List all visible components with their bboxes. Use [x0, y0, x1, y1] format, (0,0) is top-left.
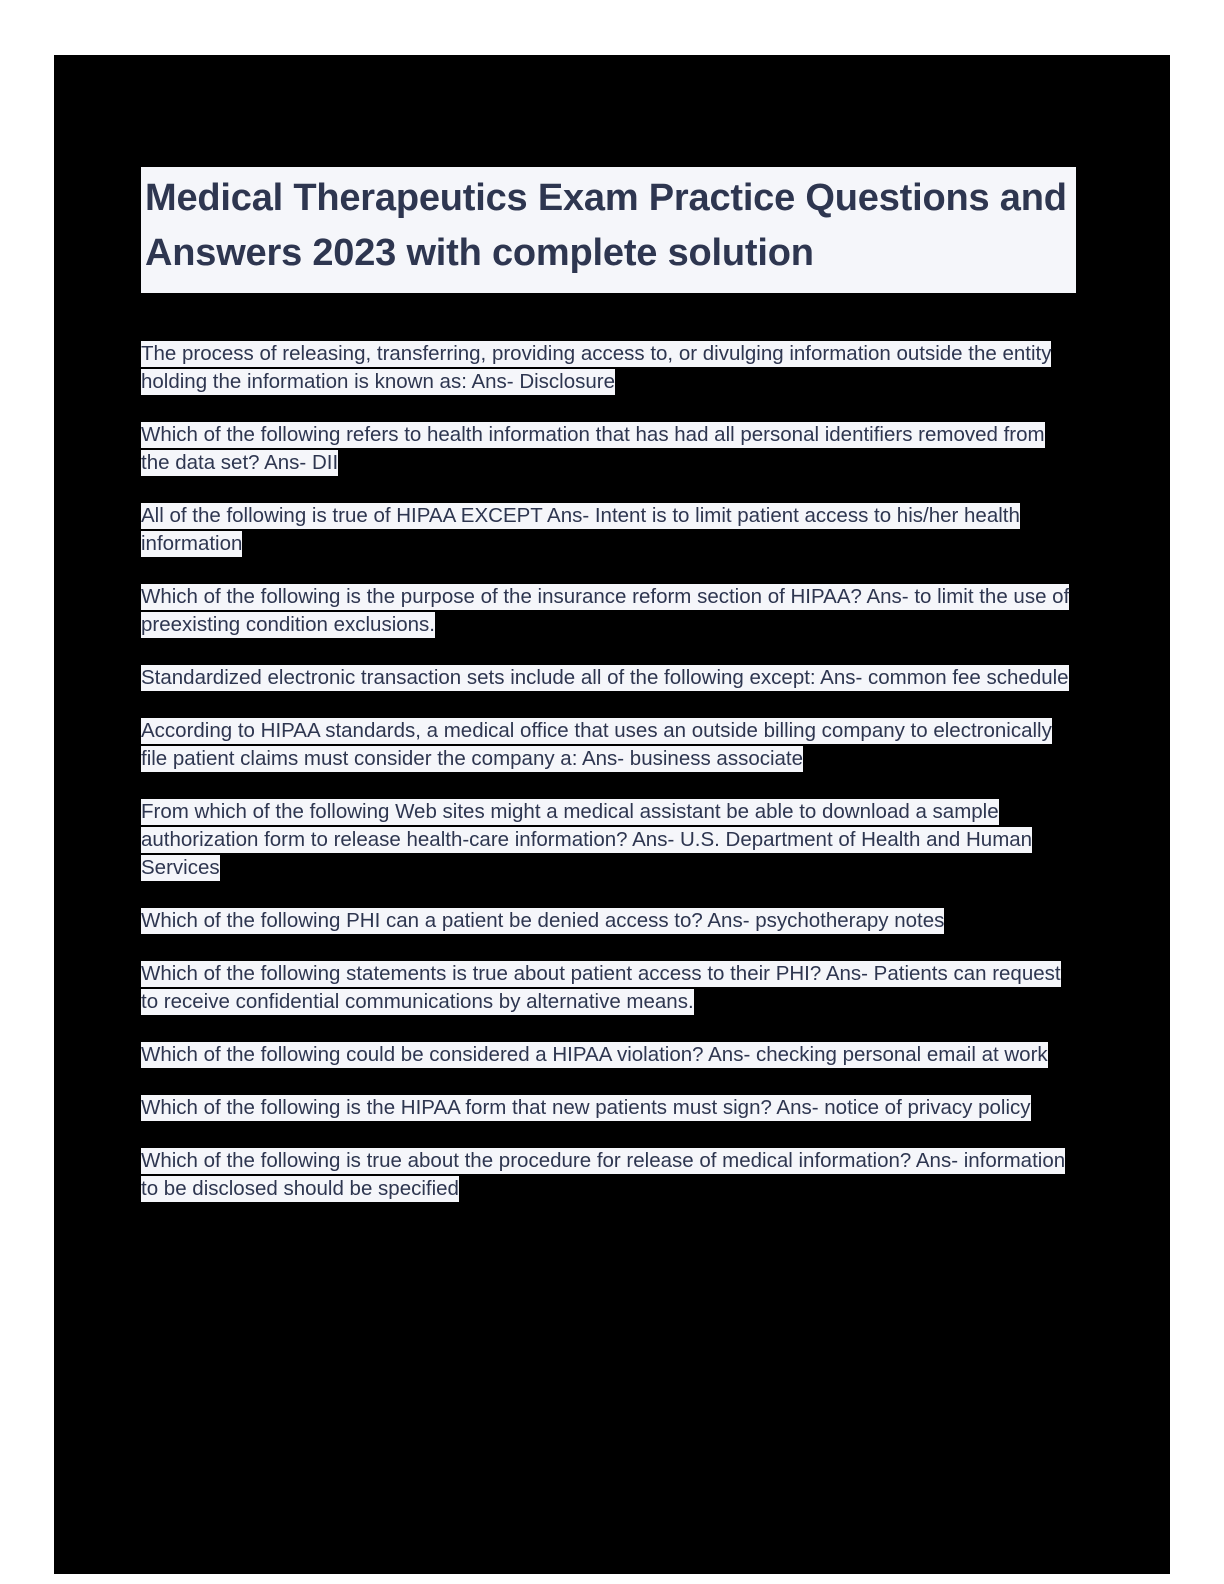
qa-list	[141, 340, 1082, 1203]
qa-item	[141, 502, 1076, 558]
page-title: Medical Therapeutics Exam Practice Questions and Answers 2023 with complete solution	[141, 167, 1076, 293]
document-page	[54, 55, 1170, 1574]
qa-item-text: Which of the following refers to health information that has had all personal identifiers removed from the data set? Ans- DII	[141, 423, 1045, 475]
qa-item	[141, 340, 1076, 396]
qa-item	[141, 583, 1076, 639]
document-content	[141, 142, 1082, 1203]
qa-item	[141, 960, 1076, 1016]
qa-item-text: Which of the following is true about the procedure for release of medical information? Ans- information to be disclosed should be specified	[141, 1149, 1066, 1201]
qa-item-text: Which of the following is the purpose of the insurance reform section of HIPAA? Ans- to limit the use of preexisting condition exclusions.	[141, 585, 1070, 637]
qa-item-text: The process of releasing, transferring, providing access to, or divulging information outside the entity holding the information is known as: Ans- Disclosure	[141, 342, 1052, 394]
qa-item-text: From which of the following Web sites might a medical assistant be able to download a sample authorization form to release health-care information? Ans- U.S. Department of Health and Human Services	[141, 800, 1033, 880]
qa-item-text: All of the following is true of HIPAA EXCEPT Ans- Intent is to limit patient access to his/her health information	[141, 504, 1020, 556]
qa-item	[141, 421, 1076, 477]
qa-item	[141, 664, 1076, 692]
qa-item-text: Which of the following PHI can a patient be denied access to? Ans- psychotherapy notes	[141, 909, 945, 933]
qa-item	[141, 1094, 1076, 1122]
qa-item-text: Which of the following could be considered a HIPAA violation? Ans- checking personal email at work	[141, 1043, 1048, 1067]
qa-item	[141, 907, 1076, 935]
qa-item	[141, 798, 1076, 882]
qa-item-text: Which of the following is the HIPAA form that new patients must sign? Ans- notice of privacy policy	[141, 1096, 1031, 1120]
qa-item	[141, 1041, 1076, 1069]
qa-item-text: According to HIPAA standards, a medical office that uses an outside billing company to electronically file patient claims must consider the company a: Ans- business associate	[141, 719, 1052, 771]
qa-item-text: Which of the following statements is true about patient access to their PHI? Ans- Patients can request to receive confidential communications by alternative means.	[141, 962, 1061, 1014]
qa-item	[141, 1147, 1076, 1203]
qa-item-text: Standardized electronic transaction sets include all of the following except: Ans- common fee schedule	[141, 666, 1069, 690]
qa-item	[141, 717, 1076, 773]
